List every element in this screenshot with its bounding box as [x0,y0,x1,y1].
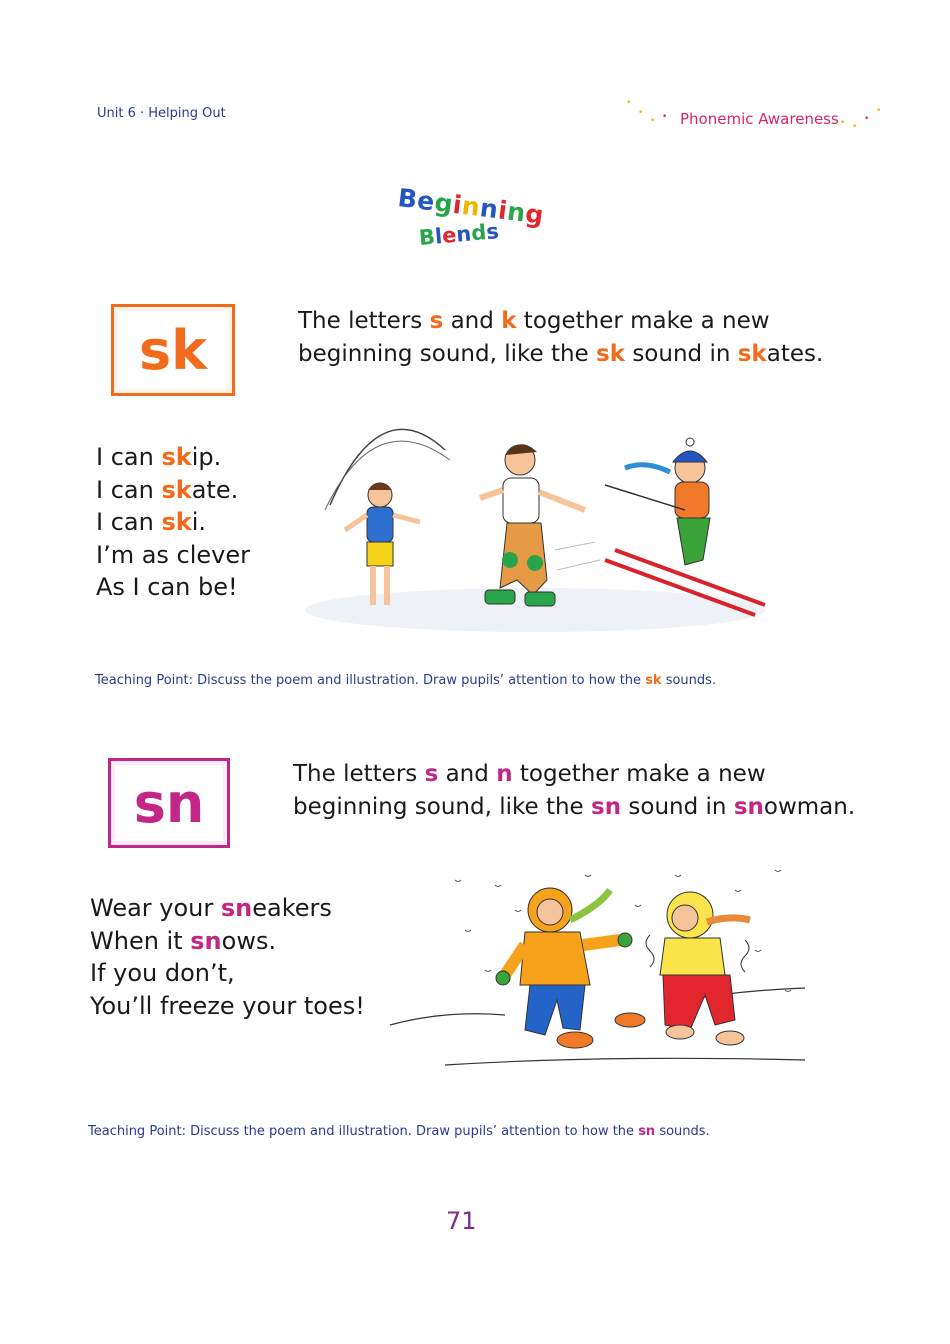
letter-n: n [496,761,513,787]
title-letter: s [485,219,500,245]
page-number: 71 [446,1207,477,1235]
sn-explanation: The letters s and n together make a new beginning sound, like the sn sound in snowman. [293,761,856,820]
title-letter: B [396,183,420,215]
sk-poem [96,441,250,604]
blend-box-sk: sk [111,304,235,396]
poem-line: You’ll freeze your toes! [90,991,365,1020]
title-letter: g [523,198,546,230]
title-letter: e [441,222,458,248]
unit-label: Unit 6 · Helping Out [97,106,226,121]
title-letter: B [417,224,437,250]
title-letter: n [505,196,528,228]
poem-line: As I can be! [96,573,238,601]
children-skipping-skating-skiing-illustration [285,410,785,640]
title-letter: i [496,195,510,226]
poem-line: I’m as clever [96,540,251,569]
poem-line: I can ski. [96,508,206,536]
title-letter: i [451,189,464,220]
poem-line: If you don’t, [90,959,235,987]
title-letter: n [455,221,473,247]
letter-s: s [424,761,439,787]
poem-line: I can skip. [96,443,222,471]
title-letter: n [460,190,482,222]
section-label: Phonemic Awareness [680,110,839,128]
title-letter: n [478,193,501,225]
title-letter: l [433,224,444,249]
letter-s: s [429,308,444,334]
sn-poem [90,892,365,1022]
sparkle-decoration-left: • • • • [626,98,668,126]
teaching-point-sk: Teaching Point: Discuss the poem and illustration. Draw pupils’ attention to how the sk sounds. [95,673,717,688]
sparkle-decoration-right: • • • • [840,106,882,132]
poem-line: I can skate. [96,475,239,504]
children-walking-in-snow-illustration [385,860,815,1075]
title-blends [418,219,500,250]
blend-box-sn: sn [108,758,230,848]
poem-line: Wear your sneakers [90,894,332,922]
title-letter: e [415,185,437,217]
letter-k: k [501,308,517,334]
teaching-point-sn: Teaching Point: Discuss the poem and illustration. Draw pupils’ attention to how the sn sounds. [88,1124,710,1139]
title-letter: g [432,187,455,219]
title-letter: d [470,220,488,246]
poem-line: When it snows. [90,926,277,955]
sk-explanation: The letters s and k together make a new beginning sound, like the sk sound in skates. [298,308,824,367]
